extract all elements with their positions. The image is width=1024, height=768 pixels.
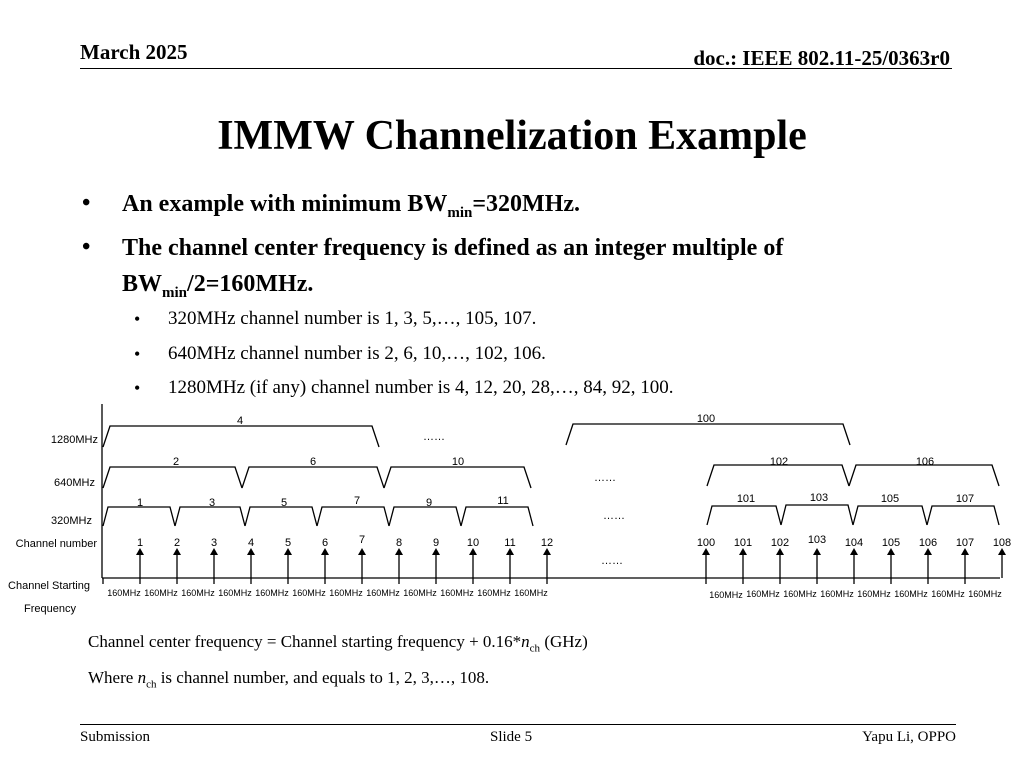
right-channel-number-100: 100 [696,537,716,549]
right-channel-number-104: 104 [844,537,864,549]
sub-bullet-3: 1280MHz (if any) channel number is 4, 12, 20, 28,…, 84, 92, 100. [168,377,674,398]
ch1280-label-100: 100 [696,413,716,425]
header-date: March 2025 [80,40,188,64]
left-channel-number-2: 2 [173,537,181,549]
right-channel-number-107: 107 [955,537,975,549]
channel-1280-4 [103,426,379,447]
right-segment-label: 160MHz [709,590,743,600]
left-segment-label: 160MHz [329,588,363,598]
channel-320-9 [389,507,461,526]
bullet-2: The channel center frequency is defined as an integer multiple of $BW_{min}/2=160MHz$. [122,235,784,301]
left-segment-label: 160MHz [440,588,474,598]
right-channel-number-108: 108 [992,537,1012,549]
channel-320-107 [927,506,999,525]
channel-640-102 [707,465,849,486]
ch320-label-5: 5 [280,497,288,509]
left-channel-number-10: 10 [466,537,480,549]
left-channel-number-11: 11 [504,537,516,549]
left-segment-label: 160MHz [255,588,289,598]
channel-640-6 [242,467,384,488]
left-segment-label: 160MHz [181,588,215,598]
label-1280mhz: 1280MHz [50,434,98,446]
equation-center-frequency: Channel center frequency = Channel starting frequency + $0.16*n_{ch}$ (GHz) [88,632,588,655]
footer-author: Yapu Li, OPPO [862,729,956,745]
ellipsis-320: …… [603,510,625,522]
left-channel-number-9: 9 [432,537,440,549]
channel-320-11 [461,507,533,526]
label-frequency: Frequency [24,603,76,615]
right-channel-number-102: 102 [770,537,790,549]
channel-640-10 [384,467,531,488]
ch320-label-107: 107 [955,493,975,505]
left-segment-label: 160MHz [514,588,548,598]
label-640mhz: 640MHz [54,477,95,489]
ch640-label-102: 102 [769,456,789,468]
channel-640-106 [849,465,999,486]
left-segment-label: 160MHz [403,588,437,598]
sub-bullet-marker-2: • [134,344,141,364]
right-segment-label: 160MHz [894,589,928,599]
ch320-label-105: 105 [880,493,900,505]
equation-where: Where $n_{ch}$ is channel number, and equals to 1, 2, 3,…, 108. [88,668,490,691]
left-segment-label: 160MHz [107,588,141,598]
sub-bullet-1: 320MHz channel number is 1, 3, 5,…, 105, 107. [168,308,537,329]
sub-bullet-marker-1: • [134,309,141,329]
ellipsis-1280: …… [423,431,445,443]
right-segment-label: 160MHz [746,589,780,599]
channel-320-105 [853,506,927,525]
left-channel-number-3: 3 [210,537,218,549]
channel-320-103 [781,505,853,525]
label-channel-starting: Channel Starting [8,580,90,592]
channel-320-3 [175,507,245,526]
ch1280-label-4: 4 [236,415,244,427]
channel-320-7 [317,507,389,526]
right-channel-number-106: 106 [918,537,938,549]
ch320-label-7: 7 [353,495,361,507]
bullet-marker-1: • [82,190,91,216]
ch640-label-6: 6 [309,456,317,468]
ch640-label-106: 106 [915,456,935,468]
header-divider [80,68,952,69]
right-segment-label: 160MHz [968,589,1002,599]
left-segment-label: 160MHz [144,588,178,598]
ch320-label-9: 9 [425,497,433,509]
right-segment-label: 160MHz [783,589,817,599]
left-channel-number-7: 7 [358,534,366,546]
right-segment-label: 160MHz [820,589,854,599]
channel-640-2 [103,467,242,488]
left-channel-number-4: 4 [247,537,255,549]
bullet-1: An example with minimum $BW_{min}=320MHz$. [122,191,581,221]
slide-title: IMMW Channelization Example [217,113,807,159]
label-320mhz: 320MHz [51,515,92,527]
footer-submission: Submission [80,729,151,745]
right-segment-label: 160MHz [931,589,965,599]
ch320-label-11: 11 [497,495,509,507]
channel-320-5 [245,507,317,526]
left-channel-number-12: 12 [540,537,554,549]
left-segment-label: 160MHz [366,588,400,598]
ch640-label-10: 10 [451,456,465,468]
sub-bullet-marker-3: • [134,378,141,398]
left-channel-number-6: 6 [321,537,329,549]
right-channel-number-101: 101 [733,537,753,549]
channel-320-101 [707,506,781,525]
ch320-label-103: 103 [809,492,829,504]
left-segment-label: 160MHz [218,588,252,598]
channel-320-1 [103,507,175,526]
footer-divider [80,724,956,725]
ch640-label-2: 2 [172,456,180,468]
ellipsis-640: …… [594,472,616,484]
ellipsis-channel-number: …… [601,555,623,567]
ch320-label-3: 3 [208,497,216,509]
ch320-label-1: 1 [136,497,144,509]
sub-bullet-2: 640MHz channel number is 2, 6, 10,…, 102, 106. [168,343,546,364]
left-segment-label: 160MHz [477,588,511,598]
left-channel-number-1: 1 [136,537,144,549]
channel-1280-100 [566,424,850,445]
right-channel-number-105: 105 [881,537,901,549]
left-segment-label: 160MHz [292,588,326,598]
header-doc-id: doc.: IEEE 802.11-25/0363r0 [693,46,950,70]
right-channel-number-103: 103 [807,534,827,546]
ch320-label-101: 101 [736,493,756,505]
label-channel-number: Channel number [15,538,97,550]
channelization-diagram [0,400,1024,625]
left-channel-number-8: 8 [395,537,403,549]
left-channel-number-5: 5 [284,537,292,549]
bullet-marker-2: • [82,234,91,260]
footer-slide-number: Slide 5 [490,729,533,745]
right-segment-label: 160MHz [857,589,891,599]
